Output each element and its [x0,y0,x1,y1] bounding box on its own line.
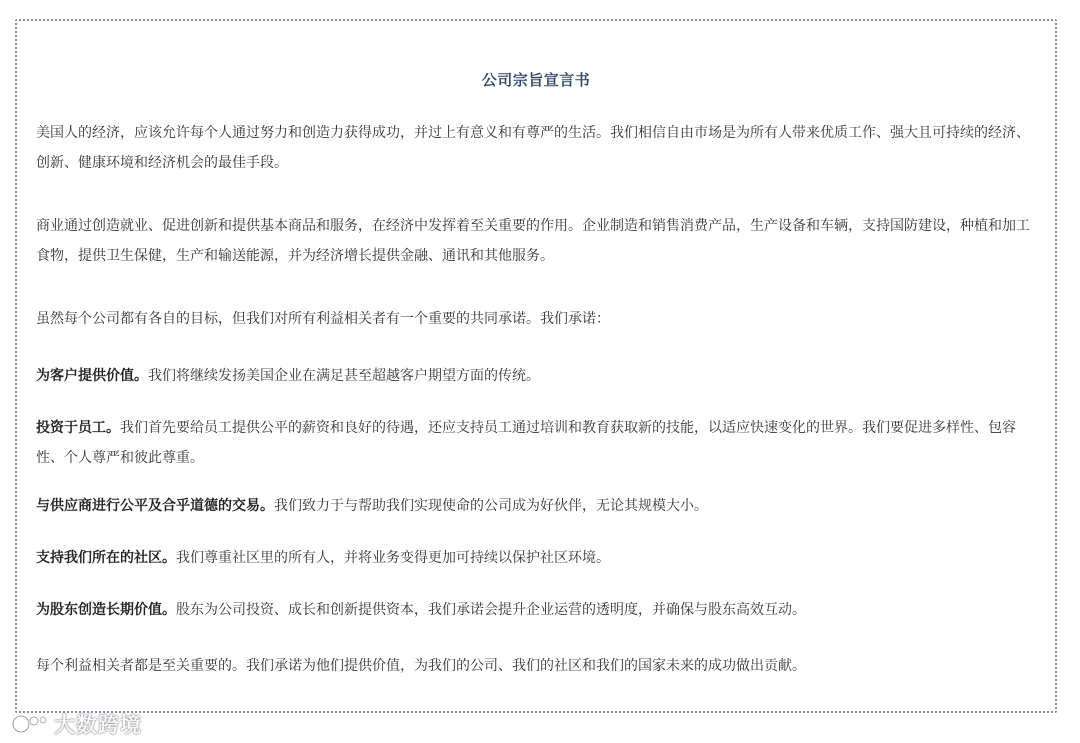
paragraph-text: 每个利益相关者都是至关重要的。我们承诺为他们提供价值，为我们的公司、我们的社区和我们的国家未来的成功做出贡献。 [36,658,806,674]
paragraph-text: 我们首先要给员工提供公平的薪资和良好的待遇，还应支持员工通过培训和教育获取新的技能，以适应快速变化的世界。我们要促进多样性、包容性、个人尊严和彼此尊重。 [36,420,1016,466]
paragraph-text: 股东为公司投资、成长和创新提供资本，我们承诺会提升企业运营的透明度，并确保与股东高效互动。 [176,602,806,618]
paragraph-employees [36,413,1042,473]
paragraph-lead: 为客户提供价值。 [36,368,148,384]
paragraph-business-role [36,211,1042,271]
paragraph-text: 美国人的经济，应该允许每个人通过努力和创造力获得成功，并过上有意义和有尊严的生活。我们相信自由市场是为所有人带来优质工作、强大且可持续的经济、创新、健康环境和经济机会的最佳手段。 [36,125,1030,171]
paragraph-lead: 投资于员工。 [36,420,120,436]
paragraph-suppliers [36,491,1042,521]
watermark-logo-icon [10,712,48,736]
paragraph-communities [36,543,1042,573]
paragraph-shareholders [36,595,1042,625]
declaration-card [15,19,1057,713]
paragraph-lead: 与供应商进行公平及合乎道德的交易。 [36,498,274,514]
paragraph-text: 我们将继续发扬美国企业在满足甚至超越客户期望方面的传统。 [148,368,540,384]
paragraph-lead: 为股东创造长期价值。 [36,602,176,618]
paragraph-conclusion [36,651,1042,681]
paragraph-text: 我们致力于与帮助我们实现使命的公司成为好伙伴，无论其规模大小。 [274,498,708,514]
paragraph-text: 我们尊重社区里的所有人，并将业务变得更加可持续以保护社区环境。 [176,550,610,566]
paragraph-lead: 支持我们所在的社区。 [36,550,176,566]
watermark [10,709,142,739]
paragraph-text: 虽然每个公司都有各自的目标，但我们对所有利益相关者有一个重要的共同承诺。我们承诺： [36,311,610,327]
paragraph-customers [36,361,1042,391]
document-title: 公司宗旨宣言书 [481,71,591,89]
paragraph-intro [36,118,1042,178]
watermark-text: 大数跨境 [54,713,142,737]
paragraph-commitment-intro [36,304,1042,334]
paragraph-text: 商业通过创造就业、促进创新和提供基本商品和服务，在经济中发挥着至关重要的作用。企业制造和销售消费产品，生产设备和车辆，支持国防建设，种植和加工食物，提供卫生保健，生产和输送能源，并为经济增长提供金融、通讯和其他服务。 [36,218,1030,264]
